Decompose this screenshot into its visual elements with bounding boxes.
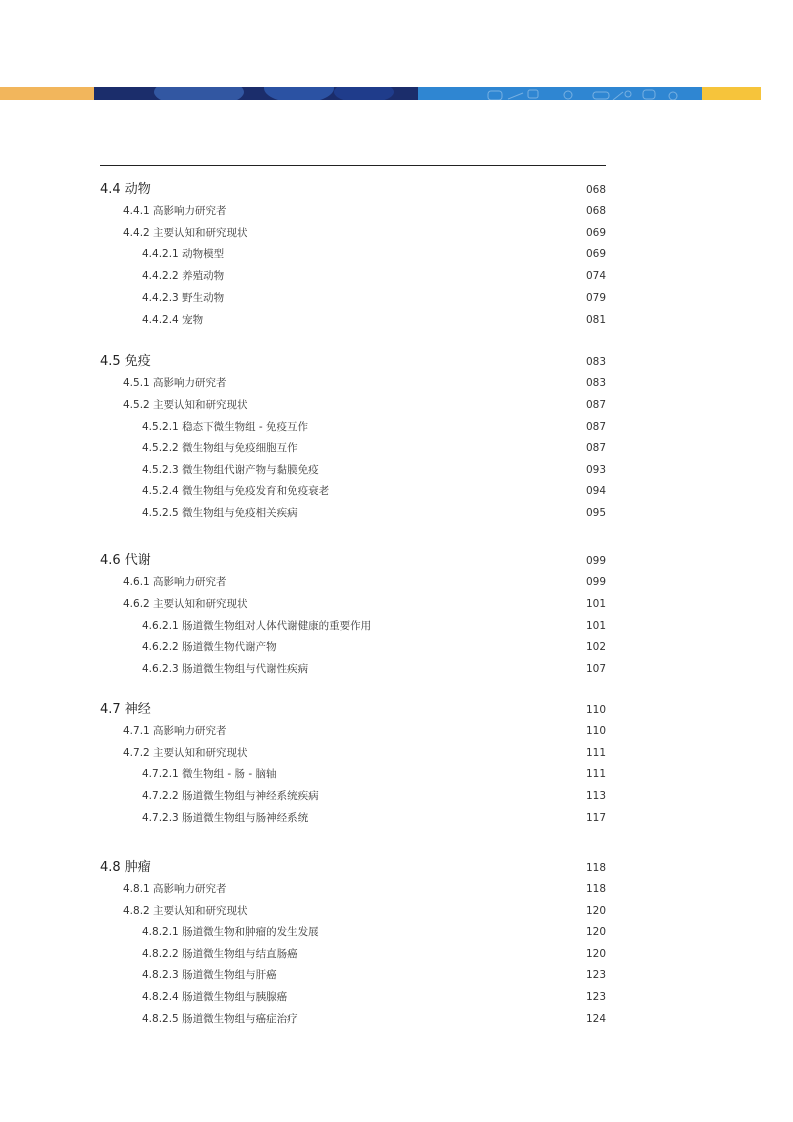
toc-entry-page: 118: [585, 883, 606, 895]
toc-entry-page: 120: [585, 905, 606, 917]
toc-entry-title: 4.6.2.1 肠道微生物组对人体代谢健康的重要作用: [142, 620, 372, 632]
toc-entry-title: 4.8.1 高影响力研究者: [123, 883, 227, 895]
toc-entry-title: 4.5.1 高影响力研究者: [123, 377, 227, 389]
toc-entry-title: 4.6 代谢: [100, 553, 151, 568]
toc-entry-title: 4.5.2.2 微生物组与免疫细胞互作: [142, 442, 298, 454]
toc-entry-level-1[interactable]: [100, 859, 606, 877]
toc-entry-title: 4.5.2.3 微生物组代谢产物与黏膜免疫: [142, 464, 319, 476]
toc-entry-page: 124: [585, 1013, 606, 1025]
toc-entry-level-3[interactable]: [142, 617, 606, 635]
toc-entry-page: 123: [585, 991, 606, 1003]
toc-entry-level-1[interactable]: [100, 552, 606, 570]
toc-entry-page: 117: [585, 812, 606, 824]
toc-entry-title: 4.7.2.1 微生物组 - 肠 - 脑轴: [142, 768, 277, 780]
toc-entry-title: 4.5.2.1 稳态下微生物组 - 免疫互作: [142, 421, 309, 433]
toc-entry-title: 4.4.2.4 宠物: [142, 314, 204, 326]
toc-entry-title: 4.7.2 主要认知和研究现状: [123, 747, 248, 759]
toc-entry-page: 101: [585, 598, 606, 610]
toc-entry-level-3[interactable]: [142, 638, 606, 656]
toc-entry-level-2[interactable]: [123, 202, 606, 220]
toc-entry-title: 4.6.2.2 肠道微生物代谢产物: [142, 641, 277, 653]
toc-entry-title: 4.8.2.5 肠道微生物组与癌症治疗: [142, 1013, 298, 1025]
toc-entry-page: 087: [585, 442, 606, 454]
toc-entry-page: 123: [585, 969, 606, 981]
toc-entry-level-3[interactable]: [142, 289, 606, 307]
toc-entry-level-3[interactable]: [142, 504, 606, 522]
toc-entry-level-3[interactable]: [142, 945, 606, 963]
toc-entry-title: 4.5.2 主要认知和研究现状: [123, 399, 248, 411]
toc-entry-title: 4.5.2.4 微生物组与免疫发育和免疫衰老: [142, 485, 330, 497]
toc-entry-page: 113: [585, 790, 606, 802]
toc-entry-title: 4.5.2.5 微生物组与免疫相关疾病: [142, 507, 298, 519]
toc-entry-page: 069: [585, 248, 606, 260]
toc-entry-page: 099: [585, 576, 606, 588]
toc-entry-title: 4.6.1 高影响力研究者: [123, 576, 227, 588]
toc-entry-page: 111: [585, 768, 606, 780]
toc-entry-level-3[interactable]: [142, 660, 606, 678]
toc-entry-title: 4.4.2 主要认知和研究现状: [123, 227, 248, 239]
toc-entry-level-2[interactable]: [123, 722, 606, 740]
toc-entry-page: 120: [585, 948, 606, 960]
toc-entry-level-3[interactable]: [142, 809, 606, 827]
toc-entry-level-3[interactable]: [142, 267, 606, 285]
toc-entry-level-3[interactable]: [142, 1010, 606, 1028]
toc-entry-level-1[interactable]: [100, 701, 606, 719]
toc-entry-title: 4.4.1 高影响力研究者: [123, 205, 227, 217]
toc-entry-level-2[interactable]: [123, 573, 606, 591]
toc-entry-page: 111: [585, 747, 606, 759]
toc-entry-level-2[interactable]: [123, 595, 606, 613]
toc-entry-level-1[interactable]: [100, 353, 606, 371]
toc-entry-page: 095: [585, 507, 606, 519]
toc-entry-title: 4.4.2.1 动物模型: [142, 248, 225, 260]
toc-entry-level-2[interactable]: [123, 902, 606, 920]
toc-entry-title: 4.8.2 主要认知和研究现状: [123, 905, 248, 917]
toc-entry-title: 4.8.2.3 肠道微生物组与肝癌: [142, 969, 277, 981]
toc-entry-level-3[interactable]: [142, 461, 606, 479]
toc-entry-title: 4.7 神经: [100, 702, 151, 717]
toc-entry-title: 4.4.2.2 养殖动物: [142, 270, 225, 282]
toc-entry-level-2[interactable]: [123, 744, 606, 762]
toc-entry-level-2[interactable]: [123, 374, 606, 392]
toc-entry-title: 4.6.2 主要认知和研究现状: [123, 598, 248, 610]
toc-entry-level-3[interactable]: [142, 418, 606, 436]
toc-entry-title: 4.7.1 高影响力研究者: [123, 725, 227, 737]
toc-entry-page: 081: [585, 314, 606, 326]
toc-entry-level-3[interactable]: [142, 966, 606, 984]
toc-entry-level-3[interactable]: [142, 787, 606, 805]
toc-entry-page: 120: [585, 926, 606, 938]
toc-entry-level-2[interactable]: [123, 224, 606, 242]
toc-entry-page: 087: [585, 421, 606, 433]
toc-entry-level-3[interactable]: [142, 439, 606, 457]
toc-entry-level-1[interactable]: [100, 181, 606, 199]
toc-entry-level-3[interactable]: [142, 245, 606, 263]
toc-entry-page: 094: [585, 485, 606, 497]
toc-entry-page: 110: [585, 725, 606, 737]
toc-entry-title: 4.7.2.2 肠道微生物组与神经系统疾病: [142, 790, 319, 802]
toc-entry-page: 101: [585, 620, 606, 632]
toc-entry-page: 102: [585, 641, 606, 653]
toc-entry-page: 118: [585, 862, 606, 874]
toc-entry-page: 083: [585, 356, 606, 368]
toc-entry-level-3[interactable]: [142, 765, 606, 783]
toc-entry-page: 068: [585, 184, 606, 196]
toc-entry-level-2[interactable]: [123, 396, 606, 414]
toc-entry-level-2[interactable]: [123, 880, 606, 898]
toc-entry-title: 4.6.2.3 肠道微生物组与代谢性疾病: [142, 663, 309, 675]
toc-entry-page: 093: [585, 464, 606, 476]
toc-entry-level-3[interactable]: [142, 482, 606, 500]
toc-entry-level-3[interactable]: [142, 988, 606, 1006]
toc-entry-level-3[interactable]: [142, 311, 606, 329]
toc-entry-page: 087: [585, 399, 606, 411]
toc-entry-title: 4.8.2.4 肠道微生物组与胰腺癌: [142, 991, 288, 1003]
toc-entry-title: 4.4 动物: [100, 182, 151, 197]
toc-entry-title: 4.4.2.3 野生动物: [142, 292, 225, 304]
toc-entry-title: 4.8.2.1 肠道微生物和肿瘤的发生发展: [142, 926, 319, 938]
toc-entry-page: 074: [585, 270, 606, 282]
toc-entry-page: 107: [585, 663, 606, 675]
toc-entry-title: 4.8.2.2 肠道微生物组与结直肠癌: [142, 948, 298, 960]
toc-entry-page: 110: [585, 704, 606, 716]
toc-entry-page: 068: [585, 205, 606, 217]
toc-entry-page: 099: [585, 555, 606, 567]
toc-entry-level-3[interactable]: [142, 923, 606, 941]
toc-entry-page: 079: [585, 292, 606, 304]
toc-entry-title: 4.7.2.3 肠道微生物组与肠神经系统: [142, 812, 309, 824]
toc-entry-page: 083: [585, 377, 606, 389]
toc-entry-title: 4.5 免疫: [100, 354, 151, 369]
toc-entry-page: 069: [585, 227, 606, 239]
toc-entry-title: 4.8 肿瘤: [100, 860, 151, 875]
